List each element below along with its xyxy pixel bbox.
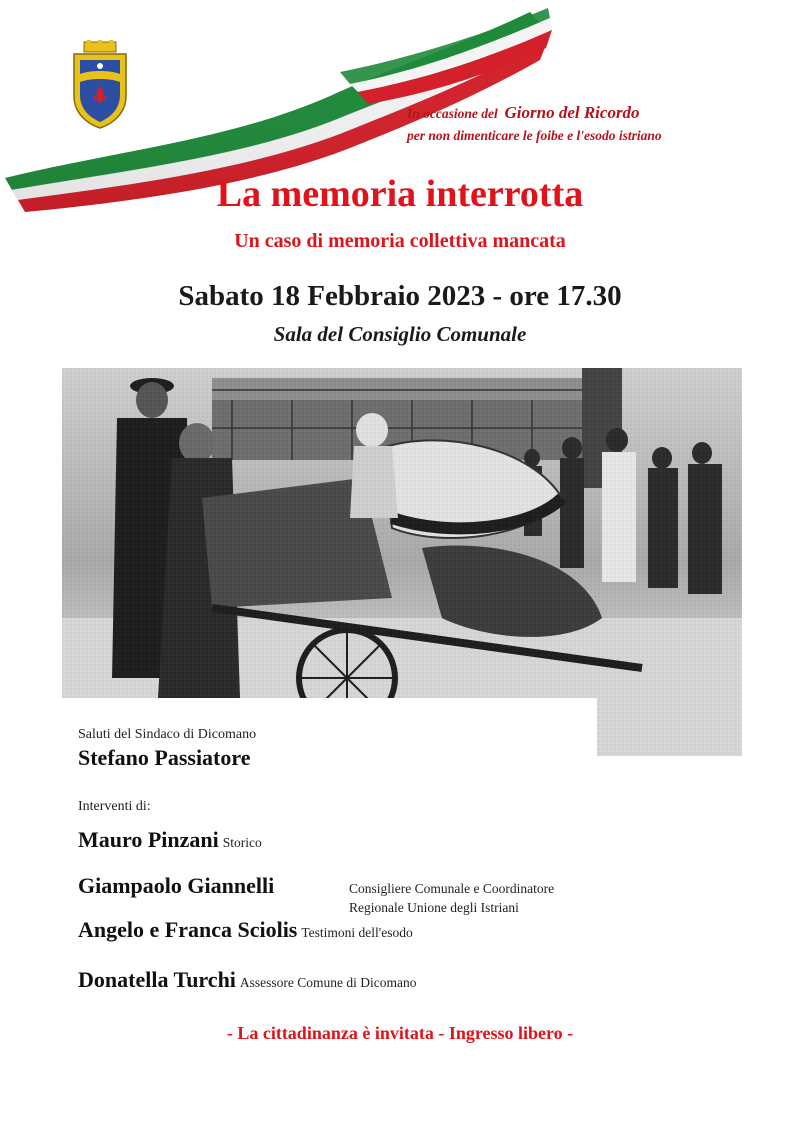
speaker-role: Consigliere Comunale e Coordinatore [349,881,555,896]
footer-invitation: - La cittadinanza è invitata - Ingresso libero - [226,1023,574,1043]
event-venue: Sala del Consiglio Comunale [273,322,527,346]
speaker-row [78,916,413,944]
speaker-name: Donatella Turchi [78,967,236,992]
speaker-name: Mauro Pinzani [78,827,219,852]
speaker-row [78,966,417,994]
speaker-name: Angelo e Franca Sciolis [78,917,298,942]
speaker-role: Testimoni dell'esodo [301,925,413,940]
event-subtitle: Un caso di memoria collettiva mancata [234,230,566,252]
occasion-prefix: In occasione del [407,106,498,121]
event-date-time: Sabato 18 Febbraio 2023 - ore 17.30 [178,280,622,312]
speaker-row [78,872,274,900]
occasion-highlight: Giorno del Ricordo [504,103,640,122]
event-title: La memoria interrotta [216,173,584,215]
greetings-label: Saluti del Sindaco di Dicomano [78,727,257,742]
municipal-crest-icon [68,40,132,130]
occasion-line [407,102,737,147]
speaker-name: Giampaolo Giannelli [78,873,275,898]
occasion-line2: per non dimenticare le foibe e l'esodo istriano [407,128,662,143]
greetings-name: Stefano Passiatore [78,745,251,770]
speaker-row [78,826,262,854]
speaker-role-line2: Regionale Unione degli Istriani [349,900,519,915]
speakers-label: Interventi di: [78,799,151,814]
speaker-role: Storico [222,835,262,850]
speaker-role: Assessore Comune di Dicomano [239,975,417,990]
